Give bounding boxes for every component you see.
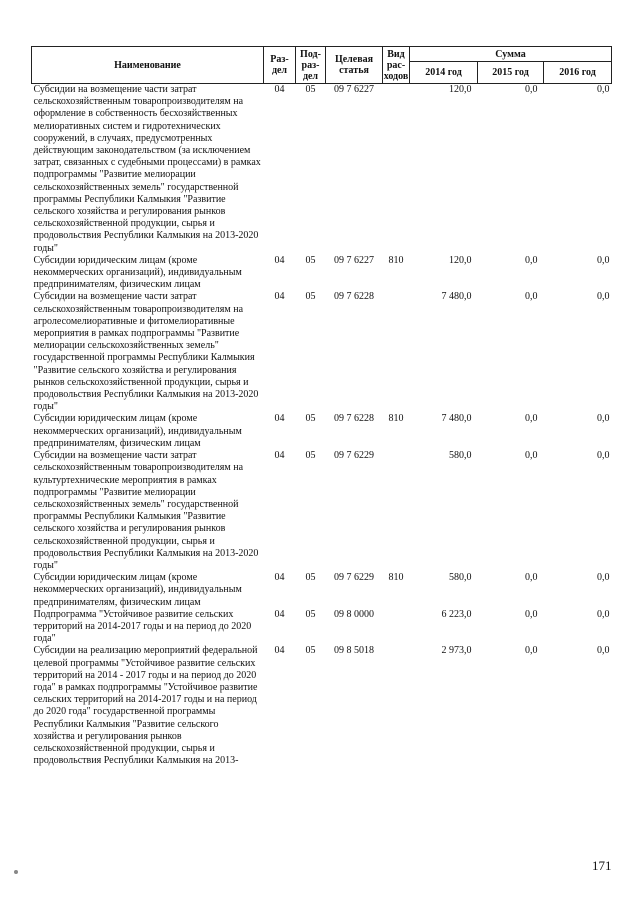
row-vid: 810 <box>388 413 404 425</box>
row-name: Субсидии на возмещение части затрат сельскохозяйственным товаропроизводителям на культуртехнические мероприятия в рамках подпрограммы "Развитие мелиорации сельскохозяйственных земель" государственной программы Республики Калмыкия "Развитие сельского хозяйства и регулирования рынков сельскохозяйственной продукции, сырья и продовольствия Республики Калмыкия на 2013-2020 годы" <box>33 450 259 571</box>
row-target: 09 8 0000 <box>334 608 374 620</box>
row-name: Субсидии на реализацию мероприятий федеральной целевой программы "Устойчивое развитие сельских территорий на 2014 - 2017 годы и на период до 2020 года" в рамках подпрограммы "Устойчивое развитие сельских территорий на 2014-2017 годы и на период до 2020 года" государственной программы Республики Калмыкия "Развитие сельского хозяйства и регулирования рынков сельскохозяйственной продукции, сырья и продовольствия Республики Калмыкия на 2013- <box>33 645 258 767</box>
col-header-sum: Сумма <box>410 47 612 62</box>
row-sum-2014: 580,0 <box>449 450 472 462</box>
row-podrazdel: 05 <box>305 645 316 657</box>
row-target: 09 7 6228 <box>334 291 374 303</box>
row-vid <box>383 645 410 767</box>
row-sum-2016: 0,0 <box>597 413 610 425</box>
row-vid: 810 <box>388 254 404 266</box>
row-vid <box>383 609 410 646</box>
col-header-podrazdel: Под-раз-дел <box>296 47 326 84</box>
row-vid <box>383 291 410 413</box>
col-header-2016: 2016 год <box>544 62 612 84</box>
row-name: Субсидии юридическим лицам (кроме некоммерческих организаций), индивидуальным предпринимателям, физическим лицам <box>33 254 242 291</box>
row-razdel: 04 <box>274 572 285 584</box>
row-vid <box>383 84 410 255</box>
row-podrazdel: 05 <box>305 450 316 462</box>
row-podrazdel: 05 <box>305 254 316 266</box>
row-razdel: 04 <box>274 291 285 303</box>
row-razdel: 04 <box>274 645 285 657</box>
row-target: 09 7 6229 <box>334 572 374 584</box>
row-name: Субсидии юридическим лицам (кроме некоммерческих организаций), индивидуальным предпринимателям, физическим лицам <box>33 413 242 449</box>
row-podrazdel: 05 <box>305 291 316 303</box>
row-razdel: 04 <box>274 450 285 462</box>
row-sum-2014: 120,0 <box>449 254 472 266</box>
row-name: Субсидии на возмещение части затрат сельскохозяйственным товаропроизводителям на агролесомелиоративные и фитомелиоративные мероприятия в рамках подпрограммы "Развитие мелиорации сельскохозяйственных земель" государственной программы Республики Калмыкия "Развитие сельского хозяйства и регулирования рынков сельскохозяйственной продукции, сырья и продовольствия Республики Калмыкия на 2013-2020 годы" <box>33 291 259 413</box>
row-sum-2016: 0,0 <box>597 291 610 303</box>
row-razdel: 04 <box>274 608 285 620</box>
table-row <box>32 609 612 646</box>
table-row <box>32 413 612 450</box>
row-sum-2014: 580,0 <box>449 572 472 584</box>
table-row <box>32 84 612 255</box>
row-sum-2014: 7 480,0 <box>441 413 472 425</box>
row-sum-2014: 120,0 <box>449 84 472 95</box>
row-sum-2016: 0,0 <box>597 572 610 584</box>
row-target: 09 7 6227 <box>334 254 374 266</box>
row-sum-2015: 0,0 <box>525 84 538 95</box>
scan-dot <box>14 870 18 874</box>
row-target: 09 7 6227 <box>334 84 374 95</box>
row-name: Подпрограмма "Устойчивое развитие сельских территорий на 2014-2017 годы и на период до 2020 года" <box>33 608 252 645</box>
budget-table <box>31 46 612 767</box>
col-header-razdel: Раз-дел <box>264 47 296 84</box>
row-podrazdel: 05 <box>305 608 316 620</box>
row-sum-2016: 0,0 <box>597 450 610 462</box>
row-sum-2015: 0,0 <box>525 572 538 584</box>
row-sum-2016: 0,0 <box>597 608 610 620</box>
row-sum-2014: 2 973,0 <box>441 645 472 657</box>
row-sum-2015: 0,0 <box>525 254 538 266</box>
row-sum-2016: 0,0 <box>597 254 610 266</box>
row-target: 09 8 5018 <box>334 645 374 657</box>
col-header-vid: Вид рас-ходов <box>383 48 409 82</box>
row-sum-2015: 0,0 <box>525 291 538 303</box>
row-razdel: 04 <box>274 84 285 95</box>
table-row <box>32 255 612 292</box>
row-razdel: 04 <box>274 413 285 425</box>
table-row <box>32 450 612 572</box>
row-sum-2015: 0,0 <box>525 413 538 425</box>
table-body <box>32 84 612 768</box>
row-sum-2015: 0,0 <box>525 645 538 657</box>
row-target: 09 7 6228 <box>334 413 374 425</box>
col-header-target: Целевая статья <box>326 47 383 84</box>
table-row <box>32 572 612 609</box>
row-sum-2014: 7 480,0 <box>441 291 472 303</box>
row-sum-2016: 0,0 <box>597 645 610 657</box>
row-sum-2014: 6 223,0 <box>441 608 472 620</box>
row-vid: 810 <box>388 572 404 584</box>
table-row <box>32 645 612 767</box>
row-vid <box>383 450 410 572</box>
col-header-2015: 2015 год <box>478 62 544 84</box>
row-sum-2015: 0,0 <box>525 608 538 620</box>
row-sum-2015: 0,0 <box>525 450 538 462</box>
row-sum-2016: 0,0 <box>597 84 610 95</box>
page-number: 171 <box>592 858 612 873</box>
row-podrazdel: 05 <box>305 413 316 425</box>
row-podrazdel: 05 <box>305 84 316 95</box>
row-name: Субсидии на возмещение части затрат сельскохозяйственным товаропроизводителям на оформление в собственность бесхозяйственных мелиоративных систем и гидротехнических сооружений, в случаях, предусмотренных действующим законодательством (за исключением затрат, связанных с судебными процессами) в рамках подпрограммы "Развитие мелиорации сельскохозяйственных земель" государственной программы Республики Калмыкия "Развитие сельского хозяйства и регулирования рынков сельскохозяйственной продукции, сырья и продовольствия Республики Калмыкия на 2013-2020 годы" <box>33 84 261 254</box>
row-target: 09 7 6229 <box>334 450 374 462</box>
col-header-2014: 2014 год <box>410 62 478 84</box>
row-name: Субсидии юридическим лицам (кроме некоммерческих организаций), индивидуальным предпринимателям, физическим лицам <box>33 572 242 608</box>
col-header-name: Наименование <box>32 47 264 84</box>
row-razdel: 04 <box>274 254 285 266</box>
table-row <box>32 291 612 413</box>
row-podrazdel: 05 <box>305 572 316 584</box>
